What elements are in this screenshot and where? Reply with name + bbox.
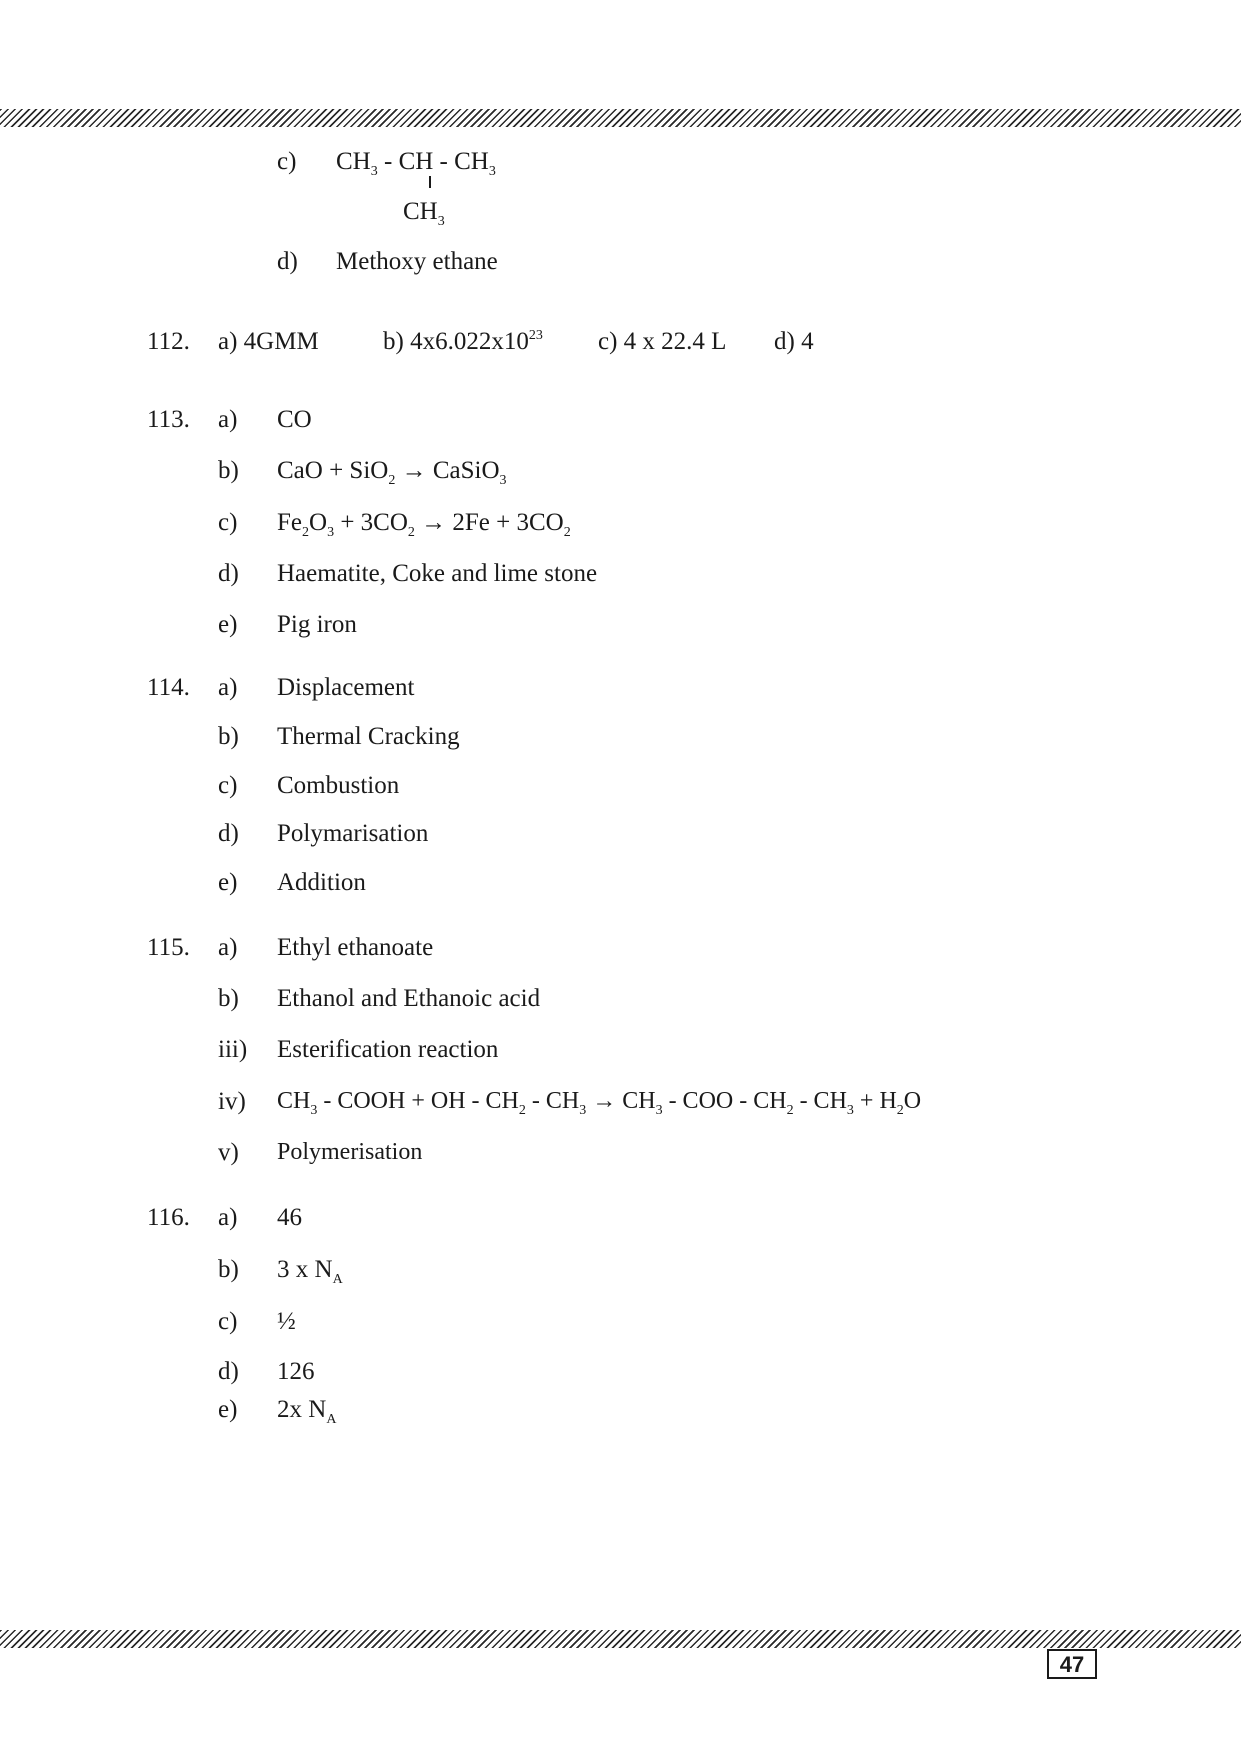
q115-v-text: Polymerisation bbox=[277, 1139, 423, 1165]
q116-d-text: 126 bbox=[277, 1358, 315, 1385]
q111-c-branch: $CH_3$ bbox=[403, 198, 445, 229]
page-number: 47 bbox=[1047, 1649, 1097, 1679]
q114-number: 114. bbox=[147, 674, 190, 701]
q114-d-text: Polymarisation bbox=[277, 820, 429, 847]
q113-c-equation: $Fe_2O_3 + 3CO_2 \to 2Fe + 3CO_2$ bbox=[277, 509, 571, 540]
q116-b-text: 3 x $N_A$ bbox=[277, 1256, 343, 1287]
q116-c-text: ½ bbox=[277, 1308, 296, 1335]
q114-d-label: d) bbox=[218, 820, 239, 847]
q113-b-label: b) bbox=[218, 457, 239, 484]
q113-d-text: Haematite, Coke and lime stone bbox=[277, 560, 598, 587]
branch-bond-line bbox=[429, 176, 431, 188]
q113-b-equation: CaO + SiO$_2$ → CaSiO$_3$ bbox=[277, 457, 507, 488]
q115-iii-text: Esterification reaction bbox=[277, 1036, 499, 1063]
q116-number: 116. bbox=[147, 1204, 190, 1231]
q113-a-text: CO bbox=[277, 406, 312, 433]
q111-d-label: d) bbox=[277, 248, 298, 275]
q113-d-label: d) bbox=[218, 560, 239, 587]
q116-d-label: d) bbox=[218, 1358, 239, 1385]
q114-a-label: a) bbox=[218, 674, 238, 701]
q114-e-text: Addition bbox=[277, 869, 366, 896]
bottom-hatched-rule bbox=[0, 1630, 1241, 1648]
q116-a-label: a) bbox=[218, 1204, 238, 1231]
q115-iv-equation: $CH_3$ - COOH + OH - $CH_2 - CH_3 \to CH_3$ - COO - $CH_2 - CH_3 + H_2O$ bbox=[277, 1088, 922, 1118]
q114-b-label: b) bbox=[218, 723, 239, 750]
q113-c-label: c) bbox=[218, 509, 238, 536]
q115-v-label: v) bbox=[218, 1139, 239, 1166]
q111-d-text: Methoxy ethane bbox=[336, 248, 498, 275]
q114-c-label: c) bbox=[218, 772, 238, 799]
q115-iv-label: iv) bbox=[218, 1088, 246, 1115]
q115-b-text: Ethanol and Ethanoic acid bbox=[277, 985, 541, 1012]
q115-a-label: a) bbox=[218, 934, 238, 961]
q112-number: 112. bbox=[147, 328, 190, 355]
q112-d: d) 4 bbox=[774, 328, 814, 355]
q114-b-text: Thermal Cracking bbox=[277, 723, 460, 750]
q116-e-label: e) bbox=[218, 1396, 238, 1423]
q115-b-label: b) bbox=[218, 985, 239, 1012]
q112-b: b) $4x6.022x10^{23}$ bbox=[383, 328, 543, 355]
q115-a-text: Ethyl ethanoate bbox=[277, 934, 434, 961]
q111-c-formula: $CH_3$ - CH - $CH_3$ bbox=[336, 148, 496, 179]
q114-a-text: Displacement bbox=[277, 674, 415, 701]
q113-e-text: Pig iron bbox=[277, 611, 357, 638]
q116-b-label: b) bbox=[218, 1256, 239, 1283]
q111-c-label: c) bbox=[277, 148, 297, 175]
q115-iii-label: iii) bbox=[218, 1036, 248, 1063]
q114-e-label: e) bbox=[218, 869, 238, 896]
q116-a-text: 46 bbox=[277, 1204, 302, 1231]
q114-c-text: Combustion bbox=[277, 772, 400, 799]
q116-c-label: c) bbox=[218, 1308, 238, 1335]
q112-c: c) 4 x 22.4 L bbox=[598, 328, 727, 355]
q113-e-label: e) bbox=[218, 611, 238, 638]
q113-a-label: a) bbox=[218, 406, 238, 433]
top-hatched-rule bbox=[0, 109, 1241, 127]
q113-number: 113. bbox=[147, 406, 190, 433]
q115-number: 115. bbox=[147, 934, 190, 961]
q116-e-text: 2x $N_A$ bbox=[277, 1396, 337, 1427]
q112-a: a) 4GMM bbox=[218, 328, 319, 355]
